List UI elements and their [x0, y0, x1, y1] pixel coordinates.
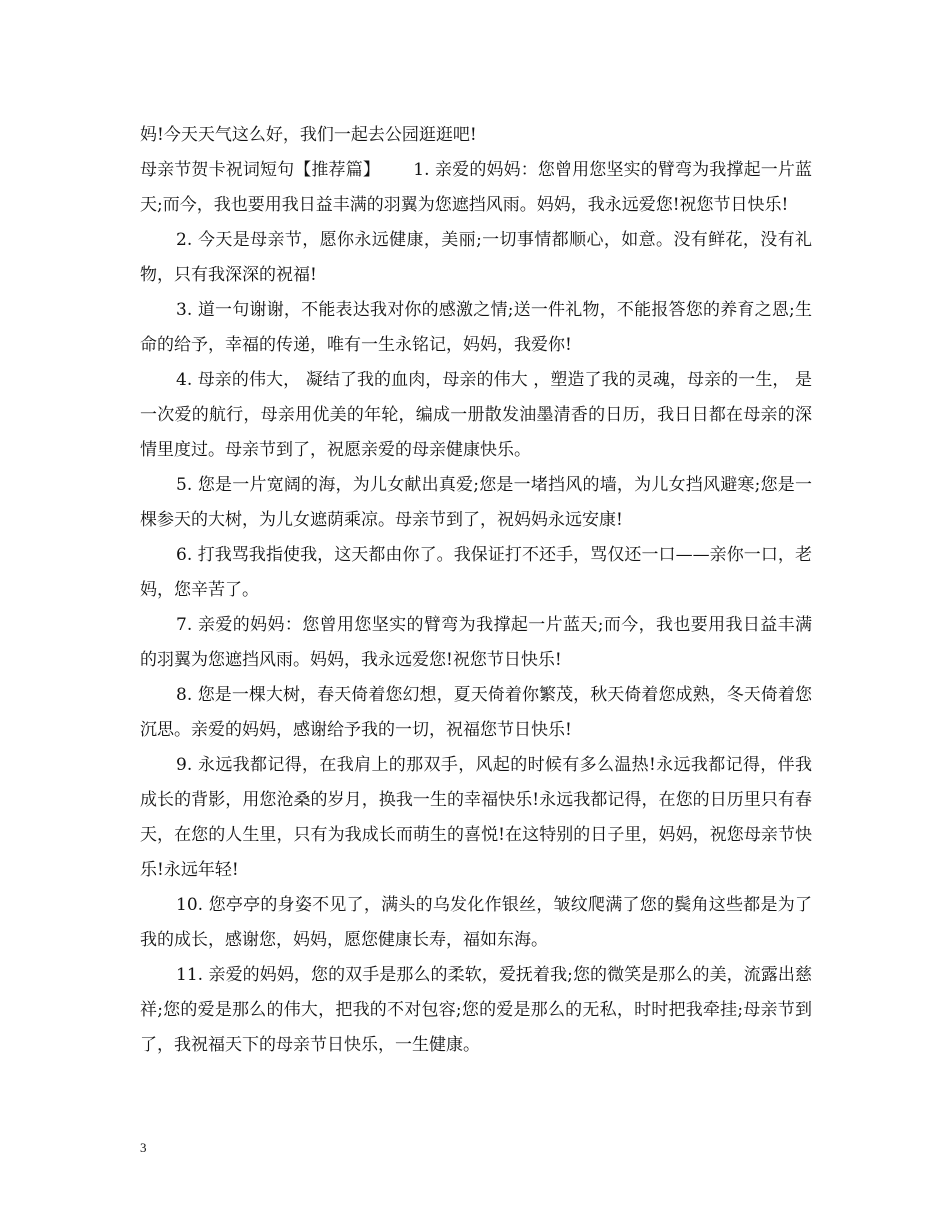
list-item-9: 9. 永远我都记得，在我肩上的那双手，风起的时候有多么温热!永远我都记得，伴我成长的背影，用您沧桑的岁月，换我一生的幸福快乐!永远我都记得，在您的日历里只有春天，在您的人生里，只有为我成长而萌生的喜悦!在这特别的日子里，妈妈，祝您母亲节快乐!永远年轻! [140, 755, 812, 880]
heading-paragraph [140, 153, 812, 223]
list-item-6: 6. 打我骂我指使我，这天都由你了。我保证打不还手，骂仅还一口——亲你一口，老妈，您辛苦了。 [140, 545, 812, 600]
document-body [140, 118, 812, 1063]
list-item-2: 2. 今天是母亲节，愿你永远健康，美丽;一切事情都顺心，如意。没有鲜花，没有礼物，只有我深深的祝福! [140, 230, 812, 285]
list-item-5: 5. 您是一片宽阔的海，为儿女献出真爱;您是一堵挡风的墙，为儿女挡风避寒;您是一棵参天的大树，为儿女遮荫乘凉。母亲节到了，祝妈妈永远安康! [140, 475, 812, 530]
list-item-11: 11. 亲爱的妈妈，您的双手是那么的柔软，爱抚着我;您的微笑是那么的美，流露出慈祥;您的爱是那么的伟大，把我的不对包容;您的爱是那么的无私，时时把我牵挂;母亲节到了，我祝福天下的母亲节日快乐，一生健康。 [140, 965, 812, 1055]
list-item-1: 1. 亲爱的妈妈：您曾用您坚实的臂弯为我撑起一片蓝天;而今，我也要用我日益丰满的羽翼为您遮挡风雨。妈妈，我永远爱您!祝您节日快乐! [140, 160, 812, 215]
opening-line: 妈!今天天气这么好，我们一起去公园逛逛吧! [140, 125, 477, 145]
list-item-3: 3. 道一句谢谢，不能表达我对你的感激之情;送一件礼物，不能报答您的养育之恩;生命的给予，幸福的传递，唯有一生永铭记，妈妈，我爱你! [140, 300, 812, 355]
heading-gap [380, 160, 413, 180]
page-number: 3 [140, 1140, 147, 1155]
list-item-7: 7. 亲爱的妈妈：您曾用您坚实的臂弯为我撑起一片蓝天;而今，我也要用我日益丰满的羽翼为您遮挡风雨。妈妈，我永远爱您!祝您节日快乐! [140, 615, 812, 670]
list-item-8: 8. 您是一棵大树，春天倚着您幻想，夏天倚着你繁茂，秋天倚着您成熟，冬天倚着您沉思。亲爱的妈妈，感谢给予我的一切，祝福您节日快乐! [140, 685, 812, 740]
list-item-10: 10. 您亭亭的身姿不见了，满头的乌发化作银丝，皱纹爬满了您的鬓角这些都是为了我的成长，感谢您，妈妈，愿您健康长寿，福如东海。 [140, 895, 812, 950]
section-heading: 母亲节贺卡祝词短句【推荐篇】 [140, 160, 380, 180]
list-item-4: 4. 母亲的伟大， 凝结了我的血肉，母亲的伟大 ，塑造了我的灵魂，母亲的一生， 是一次爱的航行，母亲用优美的年轮，编成一册散发油墨清香的日历，我日日都在母亲的深情里度过。母亲节到了，祝愿亲爱的母亲健康快乐。 [140, 370, 812, 460]
